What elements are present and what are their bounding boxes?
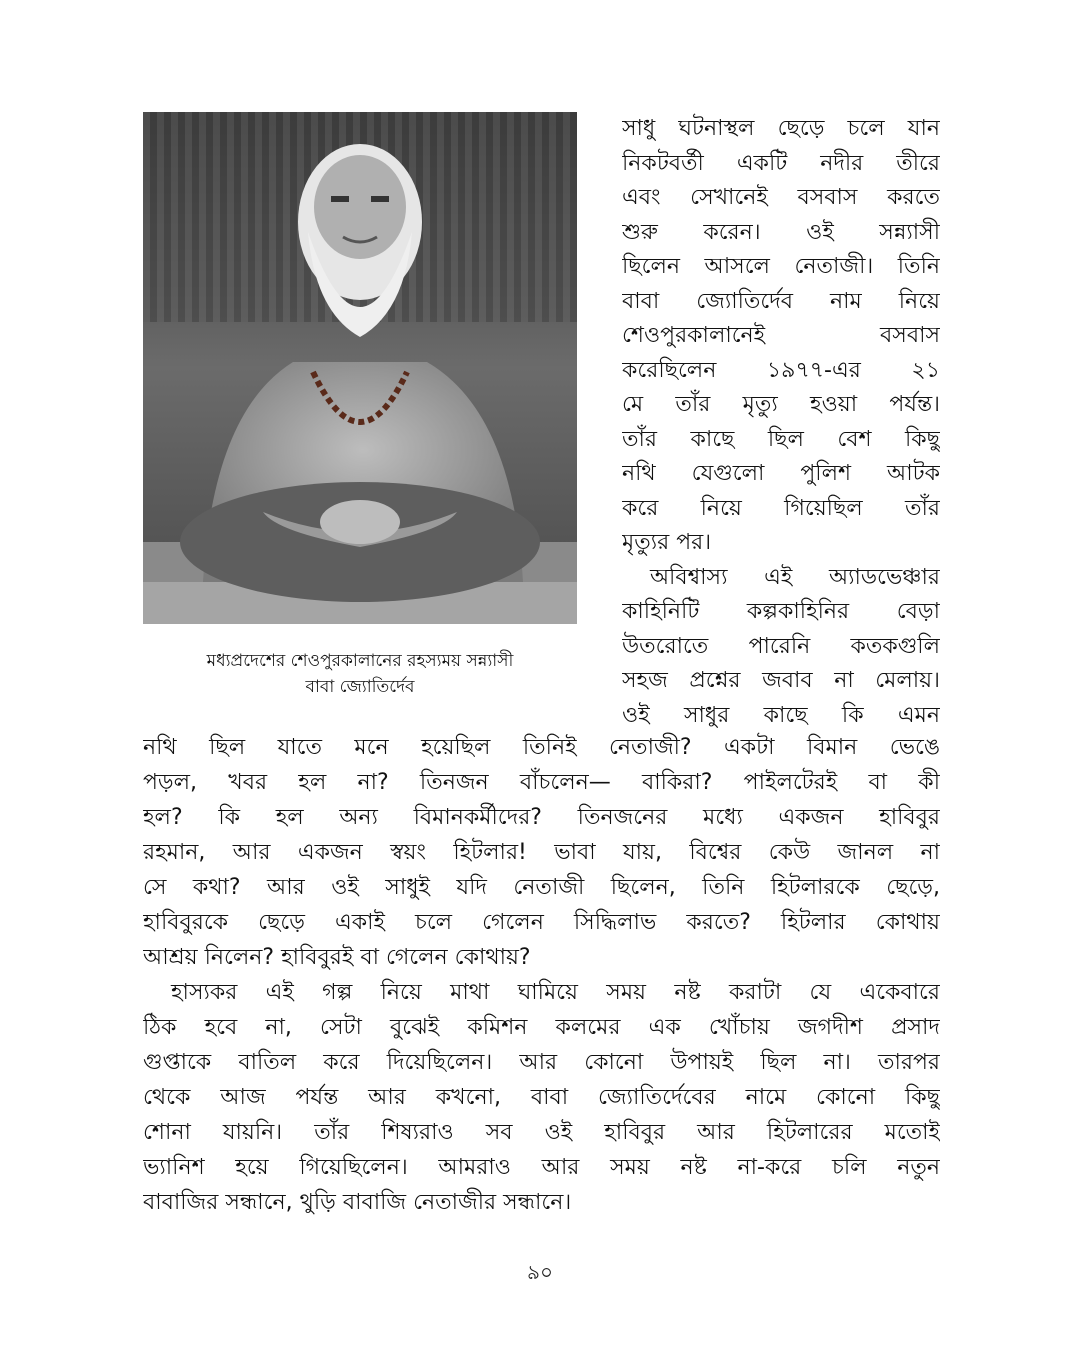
text-line: ভ্যানিশ হয়ে গিয়েছিলেন। আমরাও আর সময় নষ্ট না-করে চলি নতুন [143,1155,940,1180]
caption-line: মধ্যপ্রদেশের শেওপুরকালানের রহস্যময় সন্ন্যাসী [206,651,514,671]
text-line: সে কথা? আর ওই সাধুই যদি নেতাজী ছিলেন, তিনি হিটলারকে ছেড়ে, [143,875,940,900]
text-line: পড়ল, খবর হল না? তিনজন বাঁচলেন— বাকিরা? পাইলটেরই বা কী [143,770,940,795]
text-line: নথি ছিল যাতে মনে হয়েছিল তিনিই নেতাজী? একটা বিমান ভেঙে [143,735,940,760]
photo-caption [140,648,580,700]
text-line: হাবিবুরকে ছেড়ে একাই চলে গেলেন সিদ্ধিলাভ করতে? হিটলার কোথায় [143,910,940,935]
text-line: ছিলেন আসলে নেতাজী। তিনি [622,254,940,279]
page-number: ৯০ [527,1260,553,1284]
text-line: বাবাজির সন্ধানে, থুড়ি বাবাজি নেতাজীর সন্ধানে। [143,1190,572,1215]
full-width-text [143,730,940,1220]
text-line: রহমান, আর একজন স্বয়ং হিটলার! ভাবা যায়, বিশ্বের কেউ জানল না [143,840,940,865]
text-line: আশ্রয় নিলেন? হাবিবুরই বা গেলেন কোথায়? [143,945,531,970]
side-text-column [622,112,940,733]
text-line: মৃত্যুর পর। [622,530,712,555]
text-line: বাবা জ্যোতির্দেব নাম নিয়ে [622,288,940,314]
text-line: এবং সেখানেই বসবাস করতে [622,185,940,210]
text-line: অবিশ্বাস্য এই অ্যাডভেঞ্চার [650,564,940,590]
text-line: ওই সাধুর কাছে কি এমন [622,702,940,728]
text-line: হল? কি হল অন্য বিমানকর্মীদের? তিনজনের মধ্যে একজন হাবিবুর [143,805,940,830]
text-line: গুপ্তাকে বাতিল করে দিয়েছিলেন। আর কোনো উপায়ই ছিল না। তারপর [143,1050,940,1075]
caption-line: বাবা জ্যোতির্দেব [305,677,415,697]
text-line: হাস্যকর এই গল্প নিয়ে মাথা ঘামিয়ে সময় নষ্ট করাটা যে একেবারে [171,980,940,1005]
sadhu-photograph [143,112,577,624]
text-line: করে নিয়ে গিয়েছিল তাঁর [622,495,940,521]
text-line: সহজ প্রশ্নের জবাব না মেলায়। [622,668,940,693]
text-line: করেছিলেন ১৯৭৭-এর ২১ [622,357,940,383]
text-line: নথি যেগুলো পুলিশ আটক [622,461,940,486]
text-line: তাঁর কাছে ছিল বেশ কিছু [622,426,940,452]
text-line: সাধু ঘটনাস্থল ছেড়ে চলে যান [622,116,940,141]
text-line: শুরু করেন। ওই সন্ন্যাসী [622,219,940,245]
text-line: ঠিক হবে না, সেটা বুঝেই কমিশন কলমের এক খোঁচায় জগদীশ প্রসাদ [143,1015,940,1040]
text-line: থেকে আজ পর্যন্ত আর কখনো, বাবা জ্যোতির্দেবের নামে কোনো কিছু [143,1085,940,1110]
text-line: উতরোতে পারেনি কতকগুলি [622,633,940,659]
text-line: শোনা যায়নি। তাঁর শিষ্যরাও সব ওই হাবিবুর আর হিটলারের মতোই [143,1120,940,1145]
text-line: কাহিনিটি কল্পকাহিনির বেড়া [622,599,940,624]
text-line: শেওপুরকালানেই বসবাস [622,323,940,348]
text-line: নিকটবর্তী একটি নদীর তীরে [622,150,940,176]
text-line: মে তাঁর মৃত্যু হওয়া পর্যন্ত। [622,392,940,417]
